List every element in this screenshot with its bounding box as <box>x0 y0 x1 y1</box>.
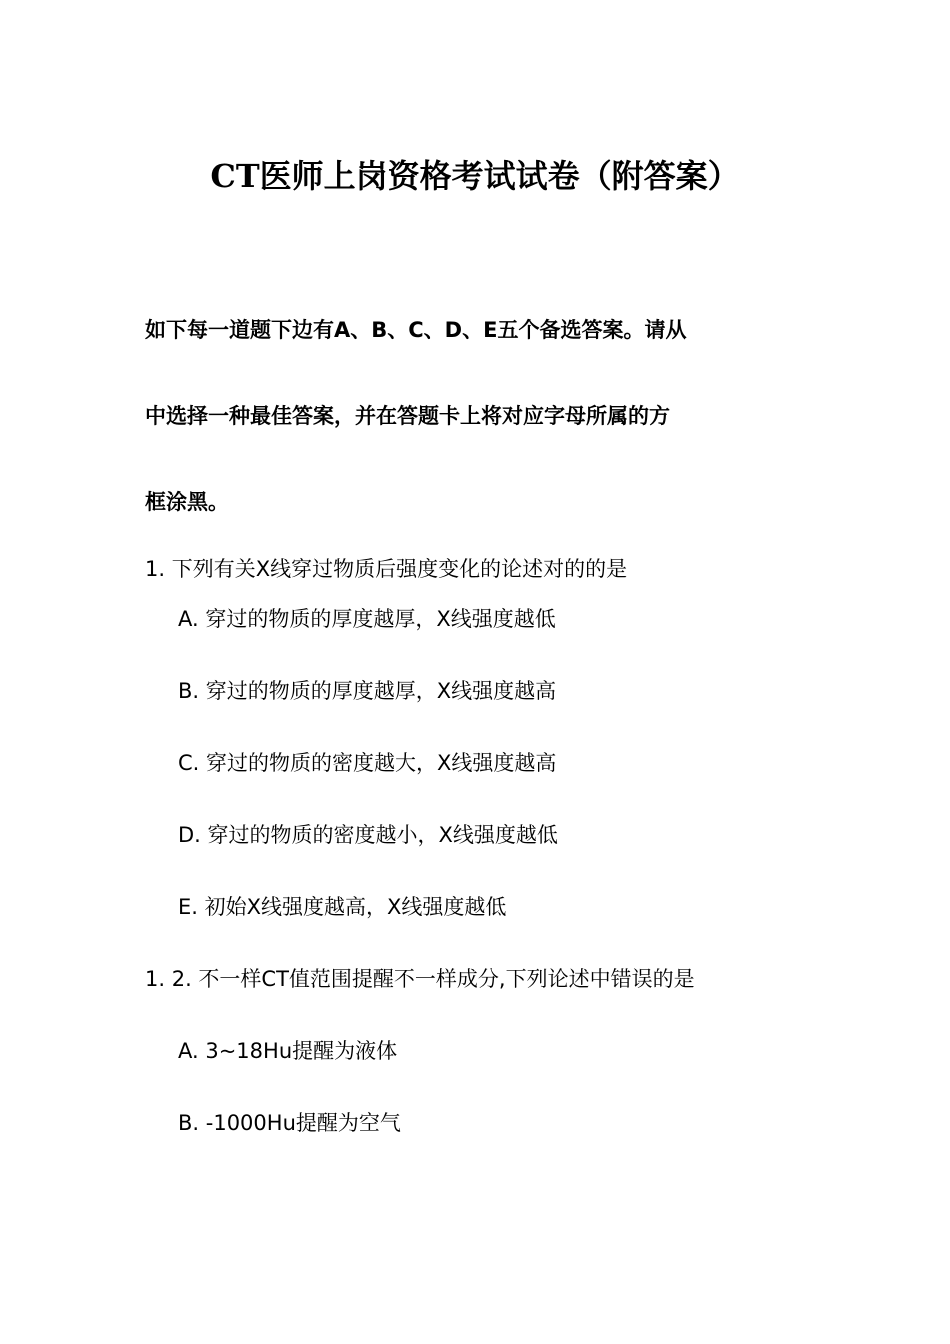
question-1-option-e: E. 初始X线强度越高，X线强度越低 <box>178 895 507 919</box>
question-1-option-a: A. 穿过的物质的厚度越厚，X线强度越低 <box>178 607 556 631</box>
question-1-stem: 1. 下列有关X线穿过物质后强度变化的论述对的的是 <box>145 557 628 581</box>
question-1-option-d: D. 穿过的物质的密度越小，X线强度越低 <box>178 823 558 847</box>
question-1-option-b: B. 穿过的物质的厚度越厚，X线强度越高 <box>178 679 557 703</box>
instructions-line: 中选择一种最佳答案，并在答题卡上将对应字母所属的方 <box>145 404 670 428</box>
instructions-line: 框涂黑。 <box>145 490 229 514</box>
question-1-option-c: C. 穿过的物质的密度越大，X线强度越高 <box>178 751 557 775</box>
instructions-line: 如下每一道题下边有A、B、C、D、E五个备选答案。请从 <box>145 318 687 342</box>
question-2-option-a: A. 3~18Hu提醒为液体 <box>178 1039 398 1063</box>
document-title: CT医师上岗资格考试试卷（附答案） <box>210 157 740 195</box>
instructions-paragraph <box>145 287 815 545</box>
question-2-stem: 1. 2. 不一样CT值范围提醒不一样成分,下列论述中错误的是 <box>145 967 695 991</box>
question-2-option-b: B. -1000Hu提醒为空气 <box>178 1111 401 1135</box>
